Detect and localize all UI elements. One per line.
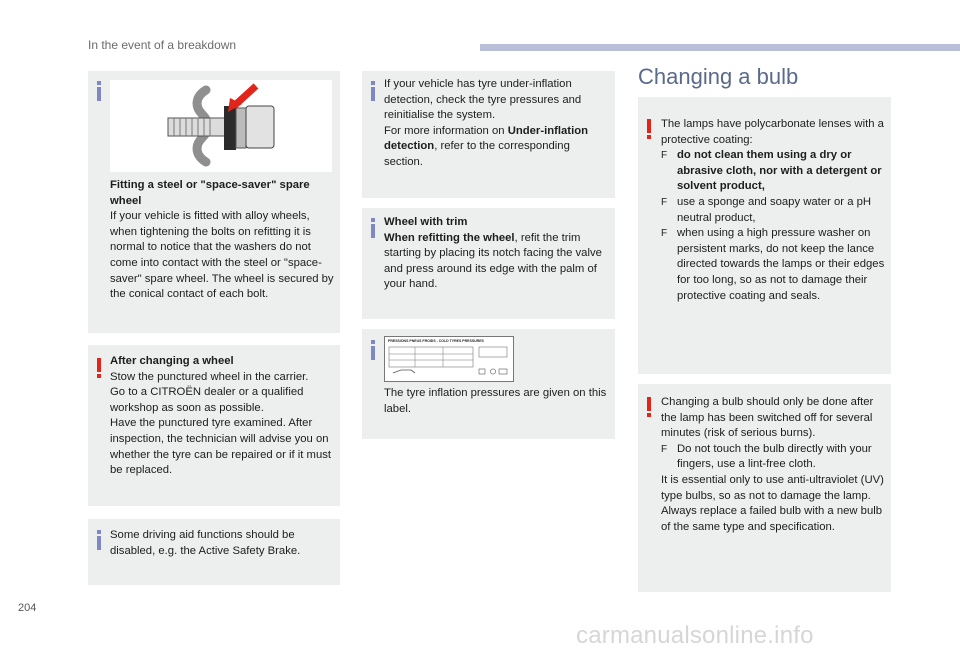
list-item — [661, 226, 887, 304]
section-title: Changing a bulb — [638, 64, 799, 89]
warning-icon — [647, 397, 651, 417]
header-title: In the event of a breakdown — [88, 38, 237, 52]
wheel-bolt-drawing — [110, 80, 332, 172]
lamps-text — [661, 117, 887, 304]
bullet-marker: F — [661, 443, 668, 455]
list-item — [661, 148, 887, 195]
after-changing-body: Stow the punctured wheel in the carrier. Go to a CITROËN dealer or a qualified workshop as soon as possible. Have the punctured tyre examined. After inspection, the technician will advise you on whether the tyre can be repaired or if it must be replaced. — [110, 370, 332, 477]
underinflation-text2-prefix: For more information on — [384, 124, 508, 137]
wheel-trim-lead: When refitting the wheel — [384, 231, 515, 244]
lamps-item-2: use a sponge and soapy water or a pH neutral product, — [677, 195, 872, 224]
lamps-intro: The lamps have polycarbonate lenses with a protective coating: — [661, 118, 884, 146]
bullet-marker: F — [661, 228, 668, 240]
bulb-intro: Changing a bulb should only be done after the lamp has been switched off for several minutes (risk of serious burns). — [661, 396, 874, 440]
spare-wheel-body: If your vehicle is fitted with alloy wheels, when tightening the bolts on refitting it is normal to notice that the washers do not come into contact with the steel or "space-saver" spare wheel. The wheel is secured by the conical contact of each bolt. — [110, 210, 334, 301]
tyre-label-title: PRESSIONS PNEUS FROIDS - COLD TYRES PRESSURES — [388, 339, 484, 343]
underinflation-link-text: Under-inflation detection — [384, 124, 589, 153]
info-icon — [371, 81, 375, 101]
wheel-trim-text — [384, 215, 610, 293]
bullet-marker: F — [661, 150, 668, 162]
page-number: 204 — [18, 602, 37, 614]
list-item — [661, 442, 887, 473]
underinflation-text — [384, 77, 610, 171]
bullet-marker: F — [661, 196, 668, 208]
after-changing-text — [110, 354, 336, 479]
warning-icon — [647, 119, 651, 139]
bulb-text — [661, 395, 887, 535]
wheel-bolt-illustration — [110, 80, 332, 172]
tyre-label-drawing — [385, 343, 513, 379]
driving-aid-text: Some driving aid functions should be disabled, e.g. the Active Safety Brake. — [110, 529, 301, 557]
header-bar — [480, 44, 960, 51]
lamps-item-1: do not clean them using a dry or abrasive cloth, nor with a detergent or solvent product, — [677, 149, 882, 193]
bulb-para2: Always replace a failed bulb with a new bulb of the same type and specification. — [661, 505, 883, 533]
spare-wheel-text — [110, 178, 336, 303]
tyre-label-caption: The tyre inflation pressures are given on this label. — [384, 387, 607, 415]
underinflation-text1: If your vehicle has tyre under-inflation detection, check the tyre pressures and reinitialise the system. — [384, 78, 582, 122]
info-icon — [371, 340, 375, 360]
underinflation-text2-suffix: , refer to the corresponding section. — [384, 140, 570, 168]
after-changing-heading: After changing a wheel — [110, 355, 234, 367]
info-icon — [371, 218, 375, 238]
info-icon — [97, 81, 101, 101]
bulb-para1: It is essential only to use anti-ultraviolet (UV) type bulbs, so as not to damage the lamp. — [661, 473, 884, 502]
warning-icon — [97, 358, 101, 378]
lamps-item-3: when using a high pressure washer on persistent marks, do not keep the lance directed towards the lamps or their edges for too long, so as not to damage their protective coating and seals. — [677, 227, 885, 302]
spare-wheel-heading: Fitting a steel or "space-saver" spare wheel — [110, 179, 310, 207]
tyre-pressure-label-image — [384, 336, 514, 382]
info-icon — [97, 530, 101, 550]
watermark: carmanualsonline.info — [576, 622, 814, 649]
wheel-trim-body: , refit the trim starting by placing its notch facing the valve and press around its edge with the palm of your hand. — [384, 231, 602, 291]
bulb-item: Do not touch the bulb directly with your fingers, use a lint-free cloth. — [677, 442, 872, 471]
list-item — [661, 195, 887, 226]
wheel-trim-heading: Wheel with trim — [384, 216, 468, 228]
